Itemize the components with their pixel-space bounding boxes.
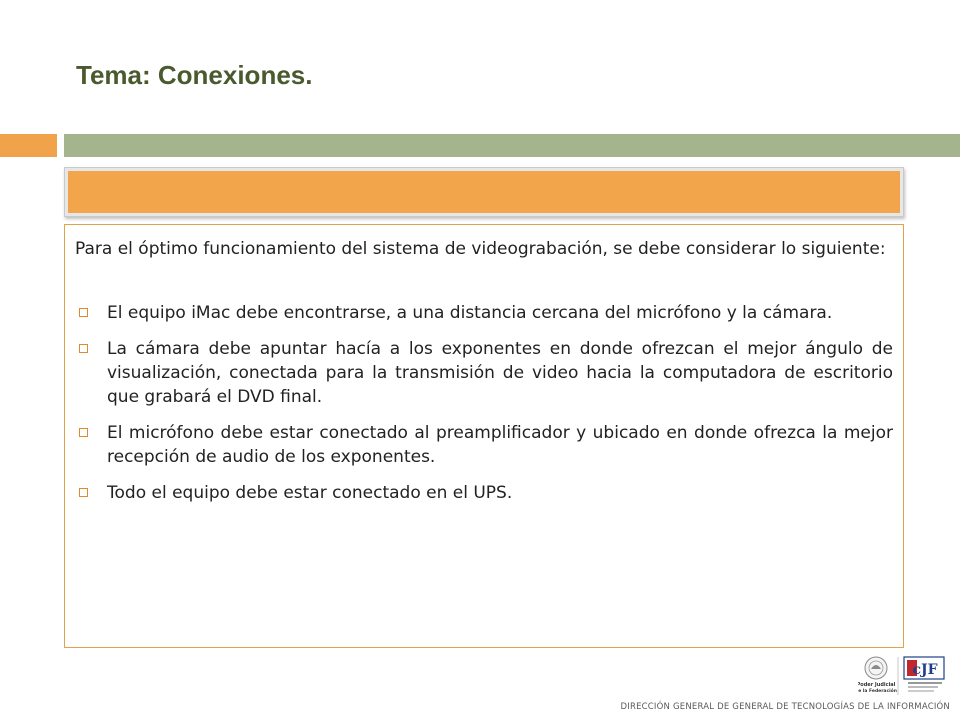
header-accent-green [64,134,960,157]
institution-logos [858,655,948,697]
square-bullet-icon [79,428,88,437]
bullet-text: El equipo iMac debe encontrarse, a una distancia cercana del micrófono y la cámara. [107,303,833,323]
cjf-letters: cJF [912,662,938,678]
square-bullet-icon [79,344,88,353]
pjf-text-line2: de la Federación [858,689,897,694]
bullet-text: Todo el equipo debe estar conectado en el UPS. [107,483,513,503]
list-item [75,337,893,409]
bullet-text: El micrófono debe estar conectado al preamplificador y ubicado en donde ofrezca la mejor recepción de audio de los exponentes. [107,423,893,467]
subtitle-band-fill [68,171,900,213]
list-item [75,421,893,469]
footer-text: DIRECCIÓN GENERAL DE GENERAL DE TECNOLOGÍAS DE LA INFORMACIÓN [620,702,950,712]
logo-group [858,655,948,697]
cjf-logo [904,657,944,692]
slide-title: Tema: Conexiones. [76,60,313,90]
intro-paragraph: Para el óptimo funcionamiento del sistema de videograbación, se debe considerar lo siguiente: [75,239,886,259]
content-box [64,224,904,648]
subtitle-band [64,167,904,217]
square-bullet-icon [79,488,88,497]
bullet-list [75,301,893,505]
bullet-text: La cámara debe apuntar hacía a los exponentes en donde ofrezcan el mejor ángulo de visualización, conectada para la transmisión de video hacia la computadora de escritorio que grabará el DVD final. [107,339,893,407]
list-item [75,301,893,325]
list-item [75,481,893,505]
square-bullet-icon [79,308,88,317]
header-accent-orange [0,134,57,157]
pjf-seal-logo [858,657,897,694]
pjf-text-line1: Poder Judicial [858,682,896,688]
